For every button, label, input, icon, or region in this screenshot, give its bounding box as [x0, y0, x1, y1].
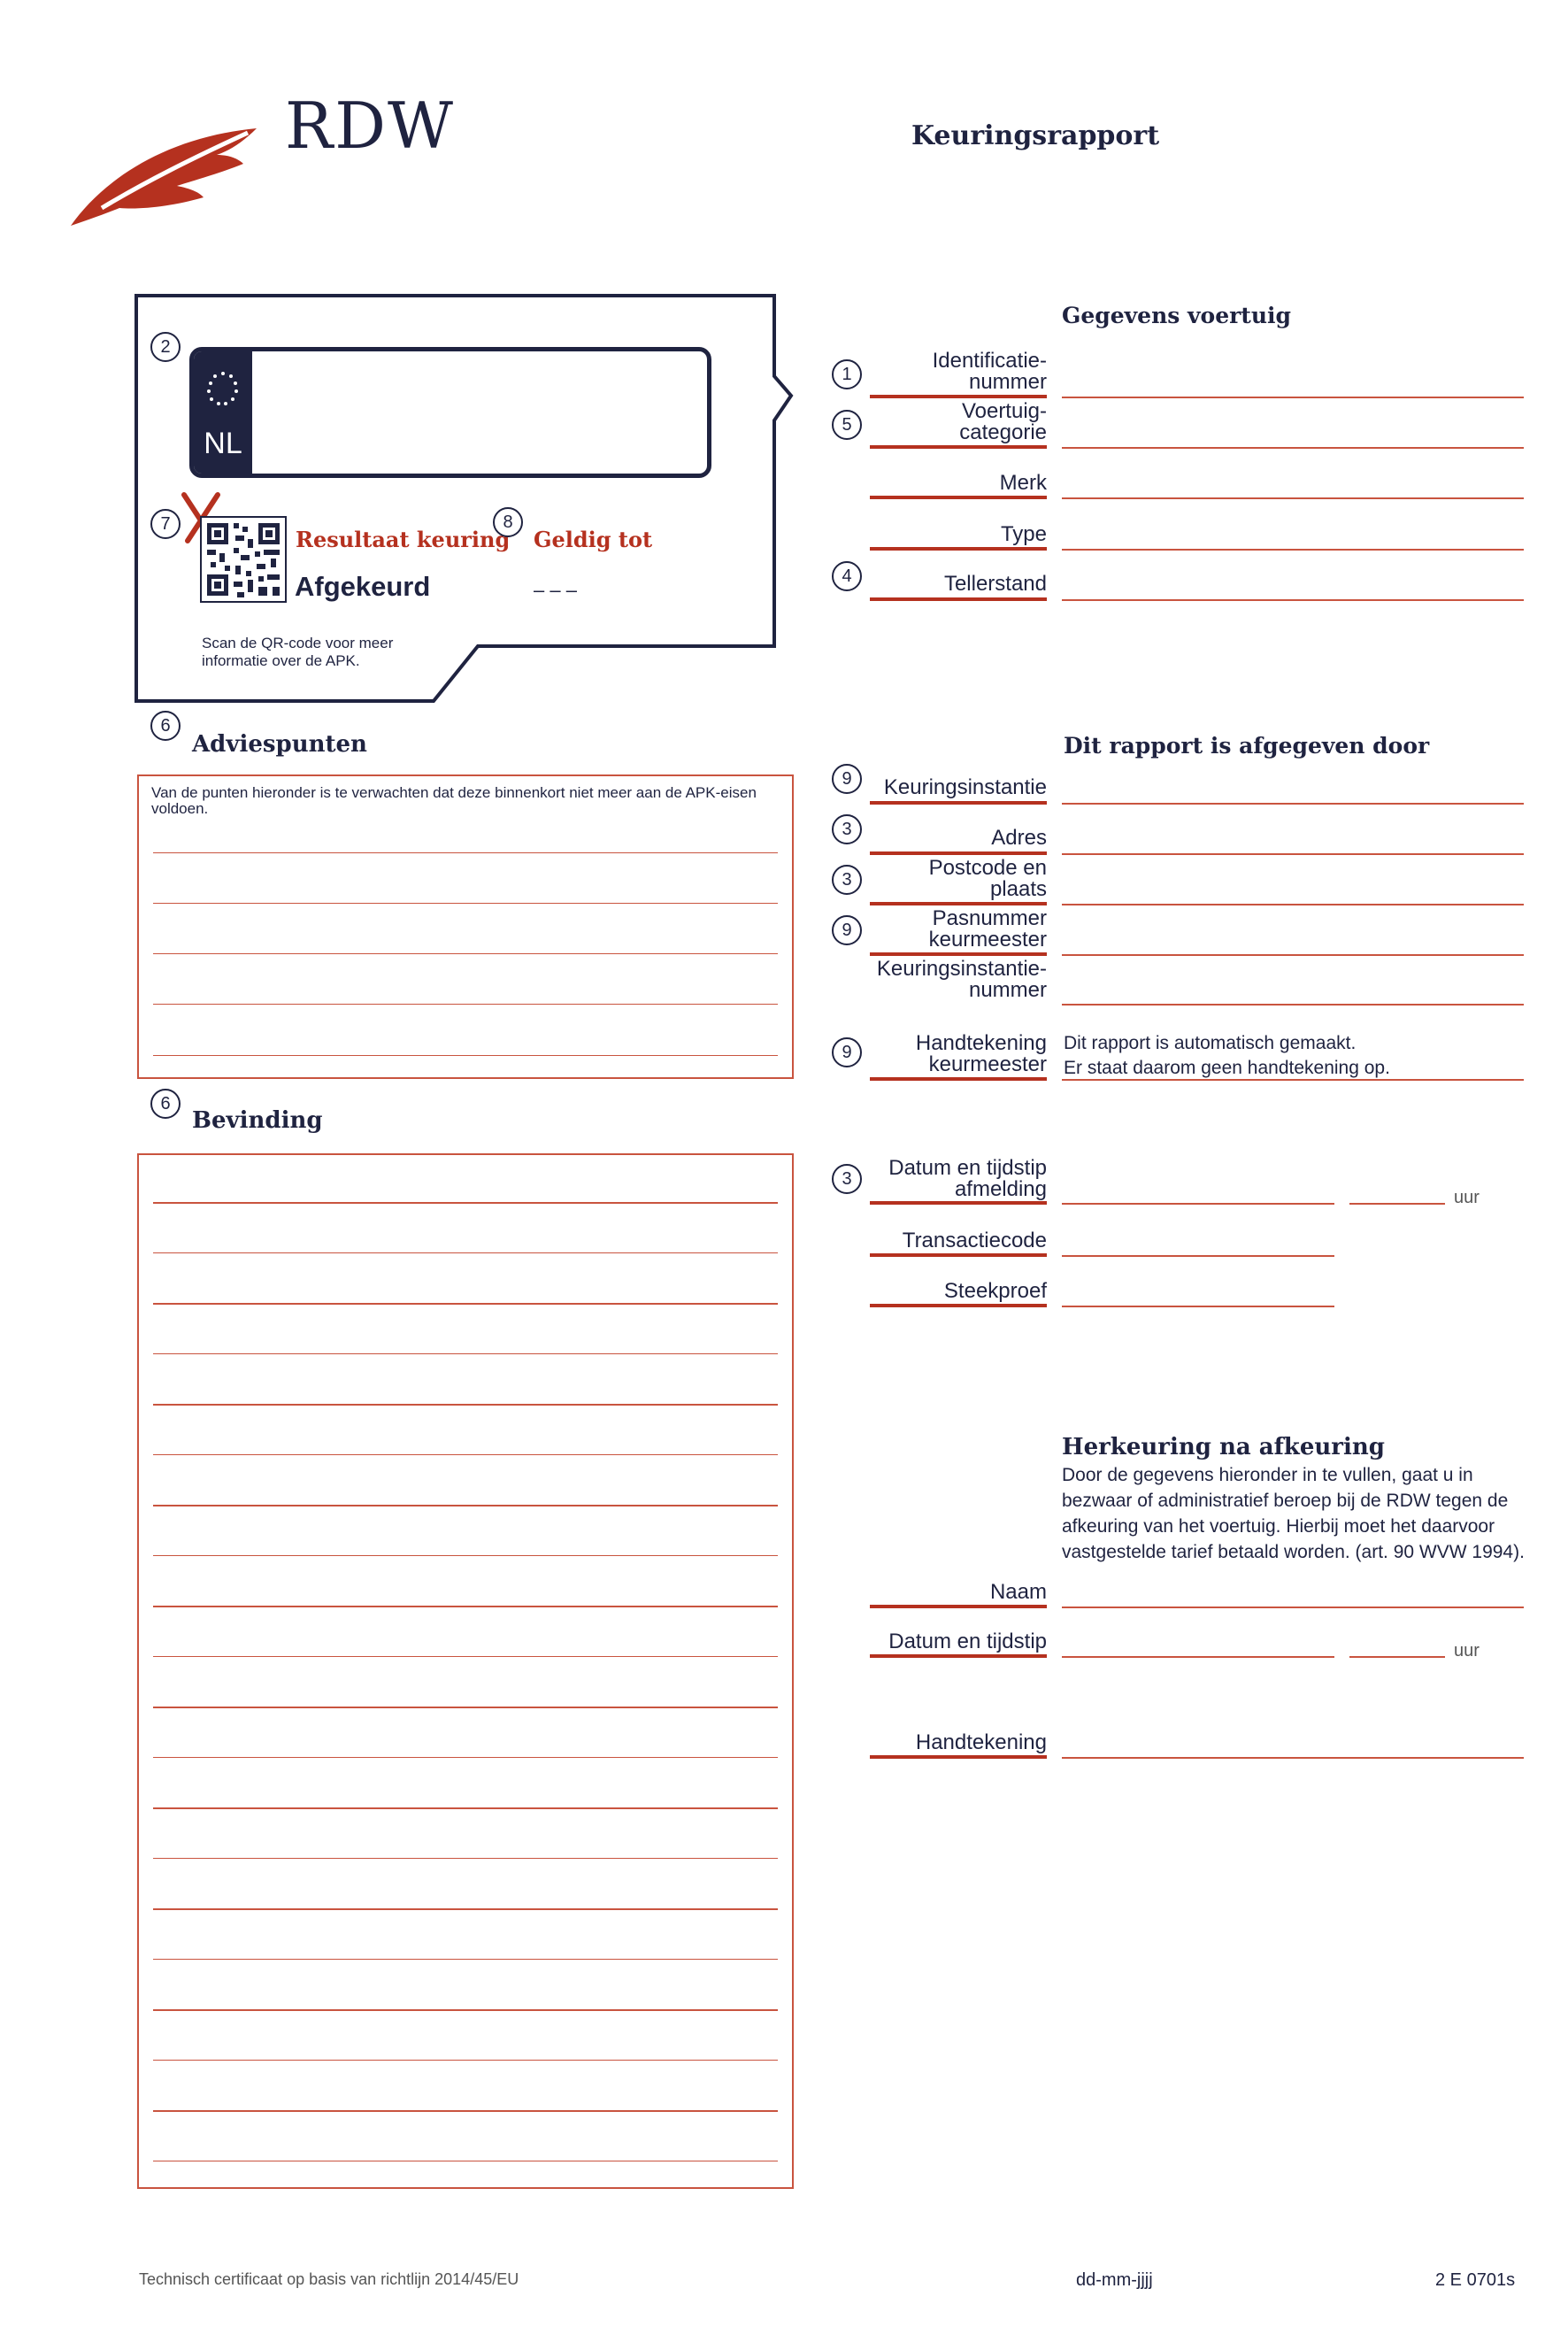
reinspection-time-input[interactable]	[1349, 1656, 1445, 1658]
footer-center: dd-mm-jjjj	[1076, 2270, 1153, 2290]
issued-field-1-circle: 3	[832, 814, 862, 844]
issued-field-0-label-rule	[870, 801, 1047, 805]
issued-field-1-input[interactable]	[1062, 853, 1524, 855]
completion-uur: uur	[1454, 1188, 1480, 1207]
issued-field-4-input[interactable]	[1062, 1004, 1524, 1006]
reinspection-date-input[interactable]	[1062, 1656, 1334, 1658]
signature-input[interactable]	[1062, 1079, 1524, 1081]
finding-line-2[interactable]	[153, 1252, 778, 1253]
vehicle-field-0-input[interactable]	[1062, 397, 1524, 398]
vehicle-field-2-label-rule	[870, 496, 1047, 499]
vehicle-field-2-label: Merk	[999, 471, 1047, 495]
completion-date-label-rule	[870, 1201, 1047, 1205]
issued-field-0-input[interactable]	[1062, 803, 1524, 805]
reinspection-name-label: Naam	[989, 1580, 1047, 1604]
issued-field-1-label-rule	[870, 851, 1047, 855]
finding-box[interactable]	[137, 1153, 794, 2189]
vehicle-field-0-label: Identificatie- nummer	[932, 349, 1047, 394]
vehicle-field-4-label: Tellerstand	[943, 572, 1047, 596]
finding-line-16[interactable]	[153, 1959, 778, 1960]
reinspection-date-label-rule	[870, 1654, 1047, 1658]
finding-line-9[interactable]	[153, 1606, 778, 1607]
eu-band	[194, 351, 252, 474]
vehicle-field-4-input[interactable]	[1062, 599, 1524, 601]
finding-heading: Bevinding	[192, 1107, 323, 1134]
rdw-logo-icon	[66, 119, 261, 230]
vehicle-field-0-circle: 1	[832, 359, 862, 389]
issued-field-0-circle: 9	[832, 764, 862, 794]
finding-line-15[interactable]	[153, 1908, 778, 1910]
finding-line-3[interactable]	[153, 1303, 778, 1305]
signature-label-rule	[870, 1077, 1047, 1081]
finding-circle: 6	[150, 1089, 181, 1119]
reinspection-name-label-rule	[870, 1605, 1047, 1608]
valid-circle: 8	[493, 507, 523, 537]
signature-label: Handtekening keurmeester	[915, 1031, 1047, 1076]
reinspection-uur: uur	[1454, 1641, 1480, 1660]
qr-circle: 7	[150, 509, 181, 539]
finding-line-18[interactable]	[153, 2060, 778, 2061]
vehicle-field-3-input[interactable]	[1062, 549, 1524, 551]
issued-field-3-input[interactable]	[1062, 954, 1524, 956]
vehicle-field-4-label-rule	[870, 597, 1047, 601]
issued-field-1-label: Adres	[991, 826, 1047, 850]
finding-line-13[interactable]	[153, 1807, 778, 1809]
footer-left: Technisch certificaat op basis van richtlijn 2014/45/EU	[139, 2270, 519, 2288]
reinspection-signature-label: Handtekening	[915, 1730, 1047, 1754]
vehicle-field-1-label-rule	[870, 445, 1047, 449]
completion-circle: 3	[832, 1164, 862, 1194]
finding-line-14[interactable]	[153, 1858, 778, 1859]
issued-field-4-label: Keuringsinstantie- nummer	[876, 957, 1047, 1002]
vehicle-field-3-label-rule	[870, 547, 1047, 551]
license-plate-field[interactable]	[189, 347, 711, 478]
page-title: Keuringsrapport	[911, 120, 1160, 151]
result-label: Resultaat keuring	[296, 527, 511, 552]
country-code: NL	[204, 427, 242, 460]
reinspection-signature-input[interactable]	[1062, 1757, 1524, 1759]
sample-label: Steekproef	[943, 1279, 1047, 1303]
vehicle-field-1-circle: 5	[832, 410, 862, 440]
advice-line-1[interactable]	[153, 852, 778, 853]
issued-field-3-label-rule	[870, 952, 1047, 956]
completion-time-input[interactable]	[1349, 1203, 1445, 1205]
issued-field-3-label: Pasnummer keurmeester	[928, 906, 1047, 952]
vehicle-field-0-label-rule	[870, 395, 1047, 398]
valid-label: Geldig tot	[534, 527, 653, 552]
vehicle-field-3-label: Type	[1000, 522, 1047, 546]
reinspection-text: Door de gegevens hieronder in te vullen, gaat u in bezwaar of administratief beroep bij de RDW tegen de afkeuring van het voertuig. Hierbij moet het daarvoor vastgestelde tarief betaald worden. (art. 90 WVW 1994).	[1062, 1465, 1525, 1562]
advice-line-4[interactable]	[153, 1004, 778, 1005]
issued-field-2-circle: 3	[832, 865, 862, 895]
completion-date-label: Datum en tijdstip afmelding	[888, 1156, 1047, 1201]
vehicle-field-1-label: Voertuig- categorie	[959, 399, 1047, 444]
issued-field-2-input[interactable]	[1062, 904, 1524, 905]
plate-circle: 2	[150, 332, 181, 362]
transaction-label-rule	[870, 1253, 1047, 1257]
finding-line-8[interactable]	[153, 1555, 778, 1556]
issued-field-3-circle: 9	[832, 915, 862, 945]
finding-line-7[interactable]	[153, 1505, 778, 1506]
logo-text: RDW	[285, 89, 455, 163]
finding-line-5[interactable]	[153, 1404, 778, 1406]
vehicle-field-2-input[interactable]	[1062, 497, 1524, 499]
advice-intro: Van de punten hieronder is te verwachten dat deze binnenkort niet meer aan de APK-eisen voldoen.	[151, 784, 757, 817]
vehicle-heading: Gegevens voertuig	[1062, 303, 1292, 328]
finding-line-12[interactable]	[153, 1757, 778, 1758]
finding-line-4[interactable]	[153, 1353, 778, 1354]
issued-field-0-label: Keuringsinstantie	[883, 775, 1047, 799]
sample-input[interactable]	[1062, 1306, 1334, 1307]
valid-value: – – –	[534, 579, 577, 601]
issued-heading: Dit rapport is afgegeven door	[1064, 733, 1430, 759]
finding-line-6[interactable]	[153, 1454, 778, 1455]
finding-line-1[interactable]	[153, 1202, 778, 1204]
vehicle-field-1-input[interactable]	[1062, 447, 1524, 449]
footer-right: 2 E 0701s	[1435, 2270, 1516, 2290]
finding-line-19[interactable]	[153, 2110, 778, 2112]
transaction-label: Transactiecode	[902, 1229, 1047, 1252]
sample-label-rule	[870, 1304, 1047, 1307]
qr-note: Scan de QR-code voor meer informatie over de APK.	[202, 635, 394, 669]
finding-line-10[interactable]	[153, 1656, 778, 1657]
issued-field-2-label-rule	[870, 902, 1047, 905]
advice-heading: Adviespunten	[192, 731, 367, 758]
reinspection-date-label: Datum en tijdstip	[888, 1630, 1047, 1653]
eu-stars-icon	[194, 360, 252, 422]
transaction-input[interactable]	[1062, 1255, 1334, 1257]
completion-date-input[interactable]	[1062, 1203, 1334, 1205]
advice-line-2[interactable]	[153, 903, 778, 904]
advice-line-5[interactable]	[153, 1055, 778, 1056]
signature-note: Dit rapport is automatisch gemaakt. Er staat daarom geen handtekening op.	[1064, 1033, 1390, 1078]
result-value: Afgekeurd	[295, 571, 431, 602]
finding-line-11[interactable]	[153, 1707, 778, 1708]
reinspection-name-input[interactable]	[1062, 1607, 1524, 1608]
reinspection-heading: Herkeuring na afkeuring	[1062, 1434, 1385, 1460]
issued-field-2-label: Postcode en plaats	[928, 856, 1047, 901]
vehicle-field-4-circle: 4	[832, 561, 862, 591]
signature-circle: 9	[832, 1037, 862, 1067]
qr-code-icon[interactable]	[200, 516, 287, 603]
advice-line-3[interactable]	[153, 953, 778, 954]
advice-circle: 6	[150, 711, 181, 741]
finding-line-17[interactable]	[153, 2009, 778, 2011]
advice-box[interactable]	[137, 774, 794, 1079]
reinspection-signature-label-rule	[870, 1755, 1047, 1759]
